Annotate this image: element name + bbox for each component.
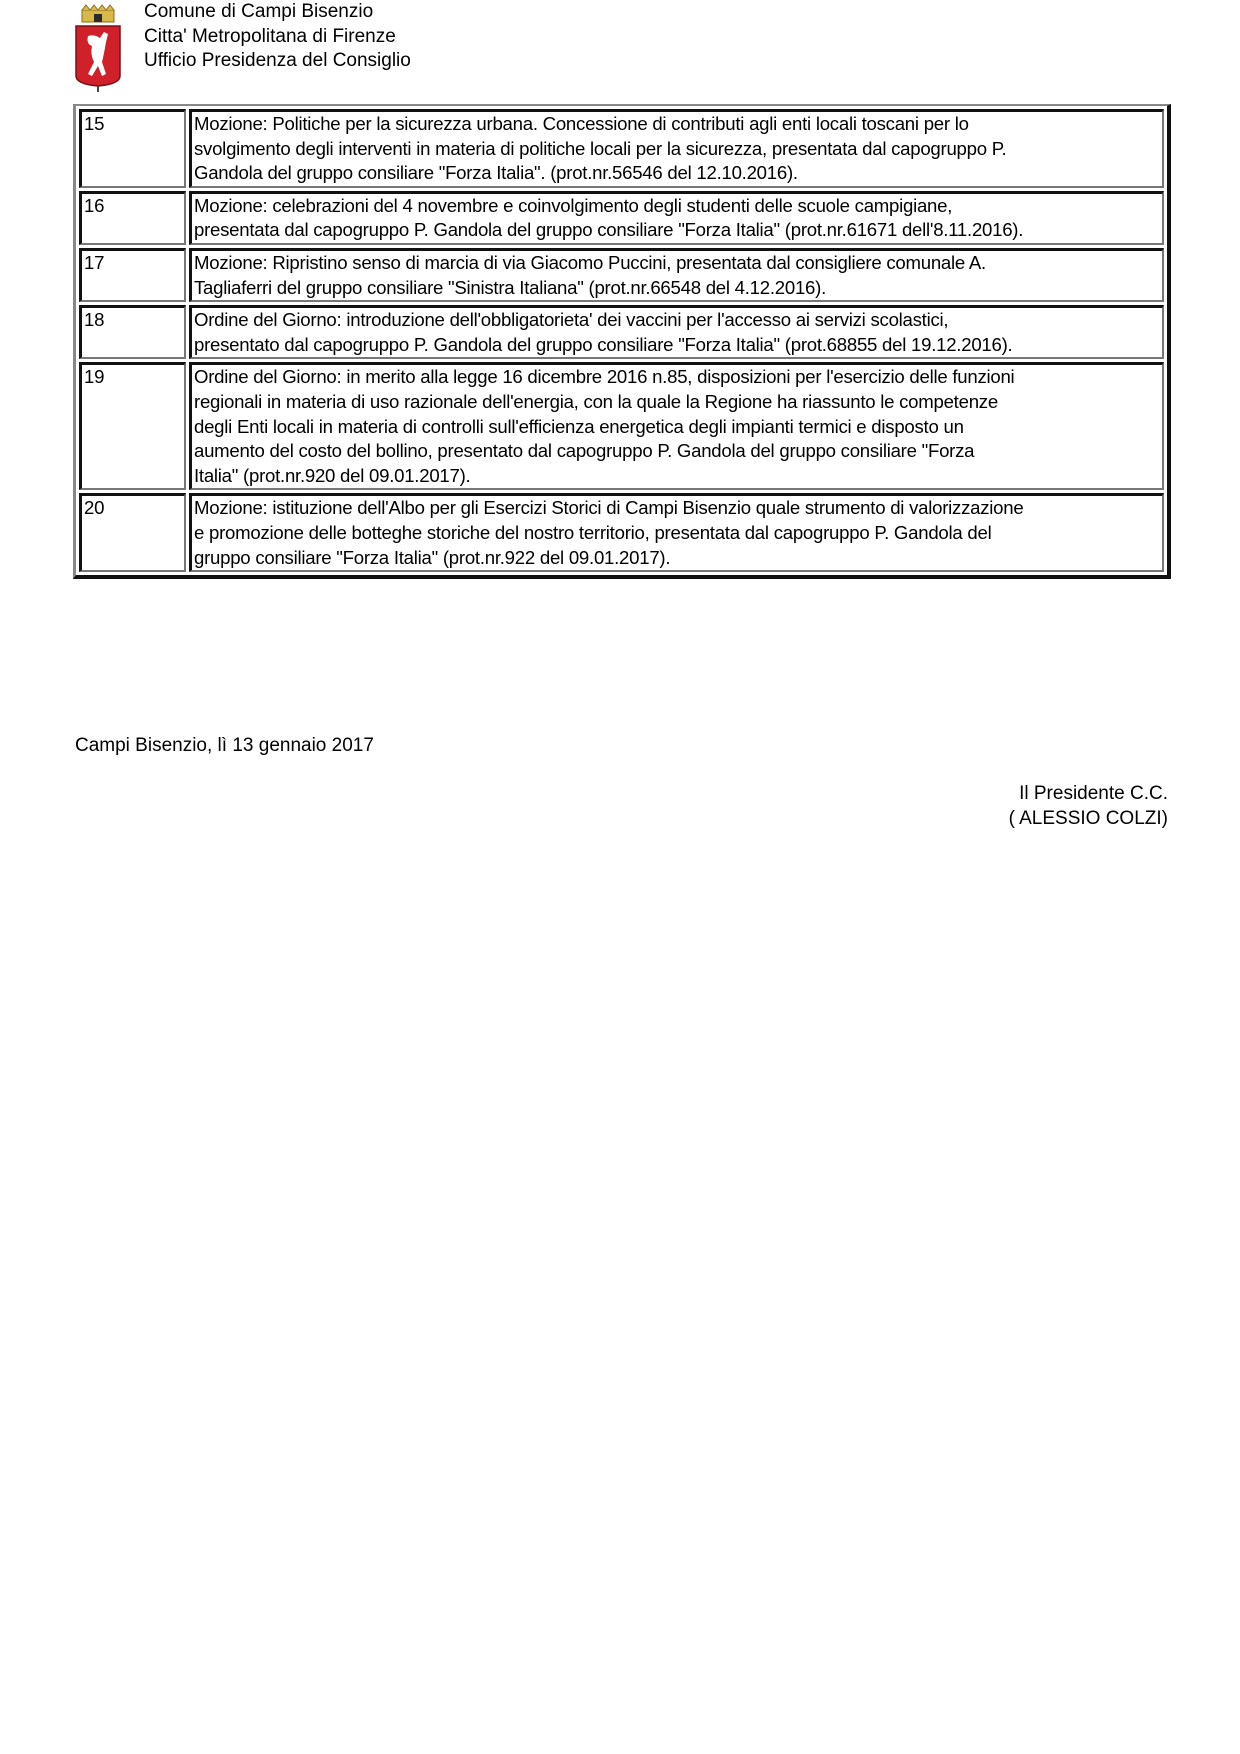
letterhead [144,0,411,74]
item-number: 16 [79,191,186,245]
table-row [79,305,1164,359]
table-row [79,109,1164,188]
table-row [79,362,1164,490]
signer-title: Il Presidente C.C. [1019,783,1168,804]
letterhead-office: Ufficio Presidenza del Consiglio [144,50,411,71]
item-description: Mozione: Ripristino senso di marcia di via Giacomo Puccini, presentata dal consigliere comunale A. Tagliaferri del gruppo consiliare "Sinistra Italiana" (prot.nr.66548 del 4.12.2016). [189,248,1164,302]
agenda-table [73,104,1171,579]
item-description: Mozione: celebrazioni del 4 novembre e coinvolgimento degli studenti delle scuole campigiane, presentata dal capogruppo P. Gandola del gruppo consiliare "Forza Italia" (prot.nr.61671 dell'8.11.2016). [189,191,1164,245]
item-number: 15 [79,109,186,188]
letterhead-municipality: Comune di Campi Bisenzio [144,1,374,22]
item-description: Mozione: Politiche per la sicurezza urbana. Concessione di contributi agli enti locali toscani per lo svolgimento degli interventi in materia di politiche locali per la sicurezza, presentata dal capogruppo P. Gandola del gruppo consiliare "Forza Italia". (prot.nr.56546 del 12.10.2016). [189,109,1164,188]
item-number: 18 [79,305,186,359]
signer-name: ( ALESSIO COLZI) [1008,808,1168,829]
table-row [79,493,1164,572]
item-number: 17 [79,248,186,302]
item-description: Mozione: istituzione dell'Albo per gli Esercizi Storici di Campi Bisenzio quale strumento di valorizzazione e promozione delle botteghe storiche del nostro territorio, presentata dal capogruppo P. Gandola del gruppo consiliare "Forza Italia" (prot.nr.922 del 09.01.2017). [189,493,1164,572]
place-date: Campi Bisenzio, lì 13 gennaio 2017 [75,735,374,756]
crown-icon [82,5,114,22]
item-description: Ordine del Giorno: introduzione dell'obbligatorieta' dei vaccini per l'accesso ai servizi scolastici, presentato dal capogruppo P. Gandola del gruppo consiliare "Forza Italia" (prot.68855 del 19.12.2016). [189,305,1164,359]
letterhead-metro-city: Citta' Metropolitana di Firenze [144,25,396,47]
table-row [79,191,1164,245]
item-number: 19 [79,362,186,490]
table-row [79,248,1164,302]
signature-block [1009,781,1168,831]
item-number: 20 [79,493,186,572]
coat-of-arms-logo [74,4,122,92]
item-description: Ordine del Giorno: in merito alla legge 16 dicembre 2016 n.85, disposizioni per l'esercizio delle funzioni regionali in materia di uso razionale dell'energia, con la quale la Regione ha riassunto le competenze degli Enti locali in materia di controlli sull'efficienza energetica degli impianti termici e disposto un aumento del costo del bollino, presentato dal capogruppo P. Gandola del gruppo consiliare "Forza Italia" (prot.nr.920 del 09.01.2017). [189,362,1164,490]
